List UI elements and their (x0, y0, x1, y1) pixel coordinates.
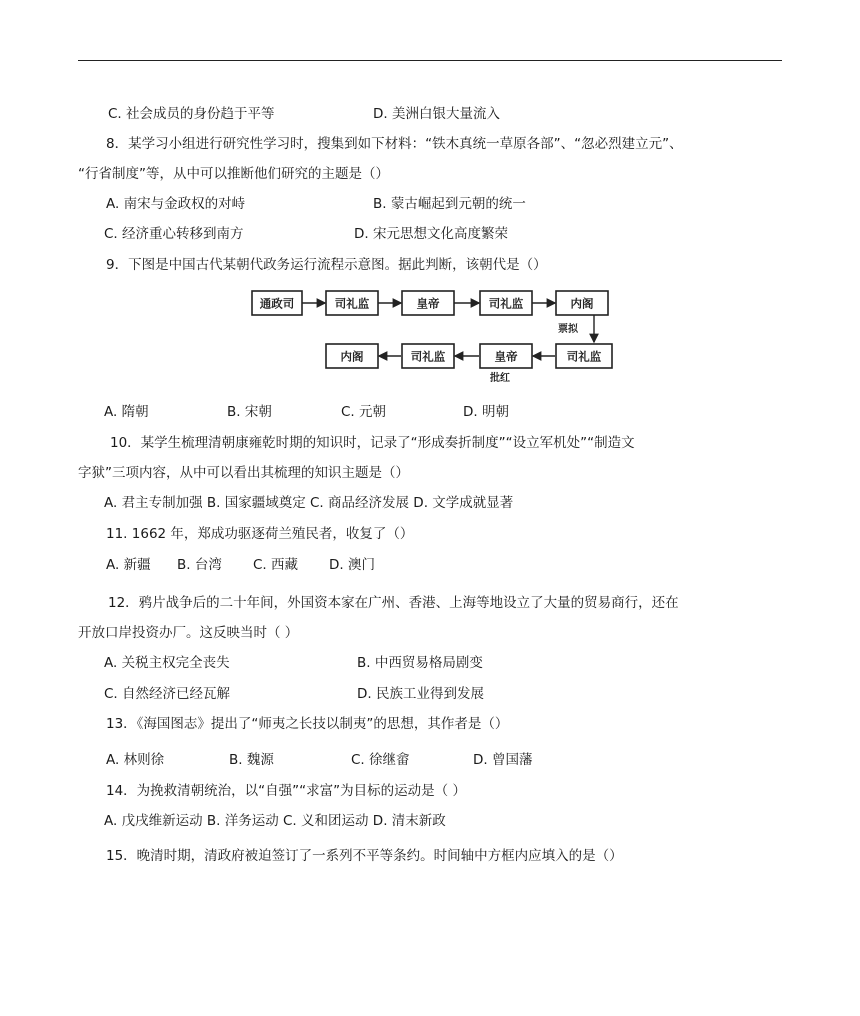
flow-box-silijian-4 (556, 344, 612, 368)
q13-stem: 13．《海国图志》提出了“师夷之长技以制夷”的思想，其作者是（） (106, 716, 509, 732)
q9-option-d: D. 明朝 (463, 404, 509, 420)
q11-option-b: B. 台湾 (177, 557, 222, 573)
flow-box-emperor-1 (402, 291, 454, 315)
flow-box-neige-2 (326, 344, 378, 368)
q12-option-b: B. 中西贸易格局剧变 (357, 655, 483, 671)
q8-option-c: C. 经济重心转移到南方 (104, 226, 244, 242)
q8-stem-line1: 8．某学习小组进行研究性学习时，搜集到如下材料：“铁木真统一草原各部”、“忽必烈建立元”、 (106, 136, 683, 152)
flow-box-neige-1 (556, 291, 608, 315)
q13-option-b: B. 魏源 (229, 752, 274, 768)
q9-stem: 9．下图是中国古代某朝代政务运行流程示意图。据此判断，该朝代是（） (106, 257, 547, 273)
svg-text:通政司: 通政司 (259, 296, 295, 311)
svg-text:司礼监: 司礼监 (410, 349, 446, 364)
process-flow-diagram (248, 283, 618, 389)
q8-stem-line2: “行省制度”等，从中可以推断他们研究的主题是（） (78, 166, 389, 182)
q9-option-a: A. 隋朝 (104, 404, 149, 420)
q10-options: A. 君主专制加强 B. 国家疆域奠定 C. 商品经济发展 D. 文学成就显著 (104, 495, 514, 511)
q13-option-d: D. 曾国藩 (473, 752, 533, 768)
q12-option-d: D. 民族工业得到发展 (357, 686, 484, 702)
q10-stem-line1: 10．某学生梳理清朝康雍乾时期的知识时，记录了“形成奏折制度”“设立军机处”“制造文 (110, 435, 635, 451)
q8-option-a: A. 南宋与金政权的对峙 (106, 196, 246, 212)
flow-box-emperor-2 (480, 344, 532, 368)
q8-option-b: B. 蒙古崛起到元朝的统一 (373, 196, 526, 212)
q9-option-c: C. 元朝 (341, 404, 387, 420)
svg-text:司礼监: 司礼监 (488, 296, 524, 311)
q15-stem: 15．晚清时期，清政府被迫签订了一系列不平等条约。时间轴中方框内应填入的是（） (106, 848, 623, 864)
q9-option-b: B. 宋朝 (227, 404, 272, 420)
q12-option-c: C. 自然经济已经瓦解 (104, 686, 231, 702)
svg-text:司礼监: 司礼监 (566, 349, 602, 364)
q12-option-a: A. 关税主权完全丧失 (104, 655, 230, 671)
q14-stem: 14．为挽救清朝统治，以“自强”“求富”为目标的运动是（ ） (106, 783, 466, 799)
q11-option-a: A. 新疆 (106, 557, 151, 573)
q11-stem: 11. 1662 年，郑成功驱逐荷兰殖民者，收复了（） (106, 526, 414, 542)
q12-stem-line1: 12．鸦片战争后的二十年间，外国资本家在广州、香港、上海等地设立了大量的贸易商行，还在 (108, 595, 679, 611)
q11-option-d: D. 澳门 (329, 557, 375, 573)
flow-box-tongzhengsi (252, 291, 302, 315)
q8-option-d: D. 宋元思想文化高度繁荣 (354, 226, 508, 242)
q7-option-c: C. 社会成员的身份趋于平等 (108, 106, 275, 122)
svg-text:皇帝: 皇帝 (494, 349, 518, 364)
header-rule (78, 60, 782, 61)
note-pihong: 批红 (490, 373, 510, 384)
note-piaoni: 票拟 (558, 324, 578, 335)
svg-text:内阁: 内阁 (340, 349, 364, 364)
q12-stem-line2: 开放口岸投资办厂。这反映当时（ ） (78, 625, 299, 641)
svg-text:司礼监: 司礼监 (334, 296, 370, 311)
svg-text:内阁: 内阁 (570, 296, 594, 311)
q11-option-c: C. 西藏 (253, 557, 299, 573)
q13-option-a: A. 林则徐 (106, 752, 165, 768)
q7-option-d: D. 美洲白银大量流入 (373, 106, 500, 122)
q10-stem-line2: 字狱”三项内容，从中可以看出其梳理的知识主题是（） (78, 465, 409, 481)
flow-box-silijian-2 (480, 291, 532, 315)
q13-option-c: C. 徐继畲 (351, 752, 410, 768)
flow-box-silijian-1 (326, 291, 378, 315)
flow-box-silijian-3 (402, 344, 454, 368)
svg-text:皇帝: 皇帝 (416, 296, 440, 311)
q14-options: A. 戊戌维新运动 B. 洋务运动 C. 义和团运动 D. 清末新政 (104, 813, 446, 829)
